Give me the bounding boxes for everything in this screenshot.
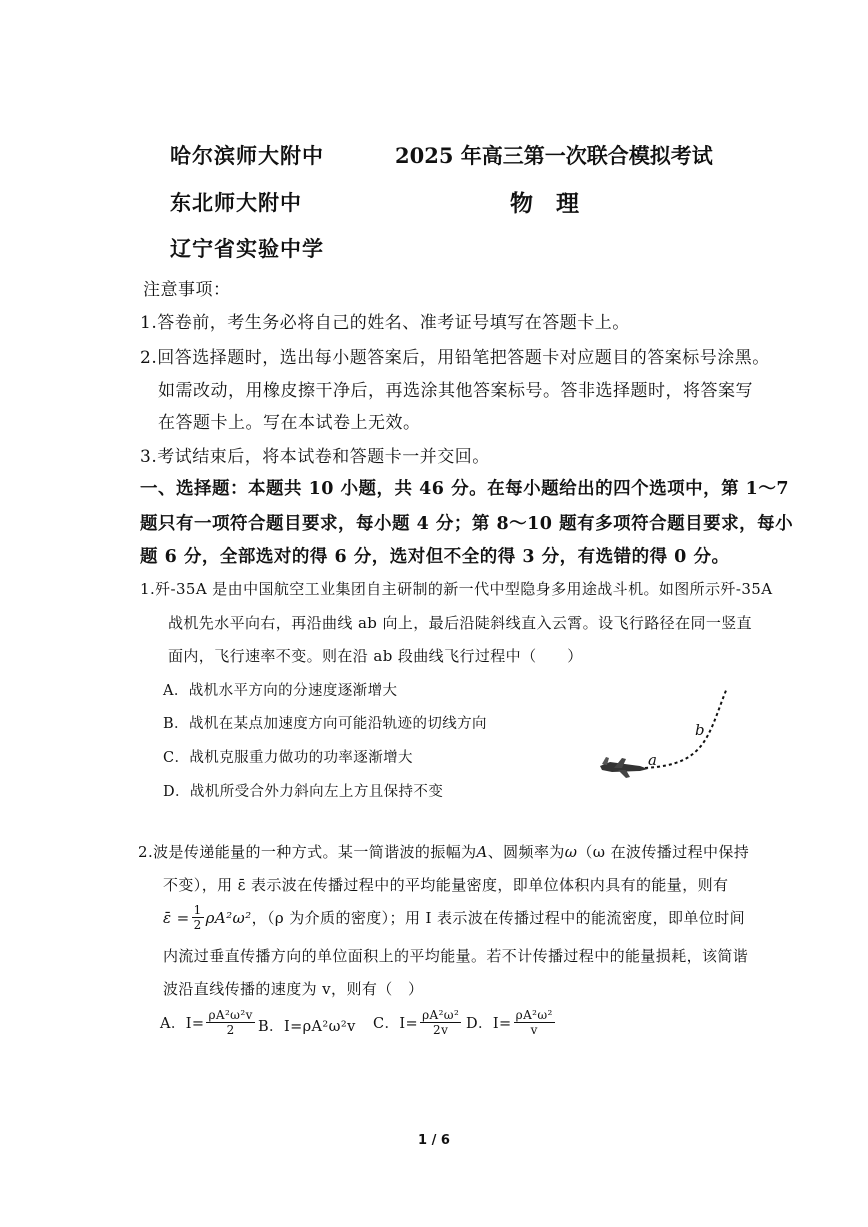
jet-icon xyxy=(600,757,648,778)
q2-option-d-label: D．I= xyxy=(466,1016,512,1033)
notice-item-2: 2.回答选择题时，选出每小题答案后，用铅笔把答题卡对应题目的答案标号涂黑。 xyxy=(140,348,770,368)
q2-line-1 xyxy=(138,841,749,862)
q2-option-c-fraction xyxy=(420,1008,461,1038)
q2-option-c-label: C．I= xyxy=(373,1016,419,1033)
page-number: 1 / 6 xyxy=(418,1133,450,1148)
omega-symbol: ω xyxy=(564,843,578,861)
half-numerator: 1 xyxy=(193,903,202,917)
q2-line-4: 内流过垂直传播方向的单位面积上的平均能量。若不计传播过程中的能量损耗，该简谐 xyxy=(163,947,749,965)
section-heading-line-3: 题 6 分，全部选对的得 6 分，选对但不全的得 3 分，有选错的得 0 分。 xyxy=(140,547,730,567)
school-name-1: 哈尔滨师大附中 xyxy=(170,143,324,168)
q1-option-c: C．战机克服重力做功的功率逐渐增大 xyxy=(163,750,413,766)
point-a-label: a xyxy=(648,751,657,769)
q2-line-1-text-2: 、圆频率为 xyxy=(487,843,565,861)
q2-option-a xyxy=(160,1008,257,1038)
q2-line-2: 不变），用 ε̄ 表示波在传播过程中的平均能量密度，即单位体积内具有的能量，则有 xyxy=(163,876,729,894)
q2-line-3-text: ，（ρ 为介质的密度）；用 I 表示波在传播过程中的能流密度，即单位时间 xyxy=(251,909,746,928)
q2-option-c-numerator: ρA²ω² xyxy=(422,1008,460,1022)
exam-title: 2025 年高三第一次联合模拟考试 xyxy=(395,143,713,168)
q1-option-a: A．战机水平方向的分速度逐渐增大 xyxy=(163,683,398,699)
q2-option-a-fraction xyxy=(206,1008,254,1038)
subject-title: 物 理 xyxy=(510,190,579,217)
q2-option-d-denominator: v xyxy=(530,1023,538,1038)
q2-line-5: 波沿直线传播的速度为 v，则有（ ） xyxy=(163,980,424,998)
q1-option-d: D．战机所受合外力斜向左上方且保持不变 xyxy=(163,784,444,800)
q2-option-d xyxy=(466,1008,557,1038)
q2-option-b: B．I=ρA²ω²v xyxy=(258,1019,356,1035)
q2-option-a-label: A．I= xyxy=(160,1016,205,1033)
section-heading-line-1: 一、选择题：本题共 10 小题，共 46 分。在每小题给出的四个选项中，第 1～7 xyxy=(140,479,790,499)
q2-line-3 xyxy=(163,903,745,933)
half-denominator: 2 xyxy=(193,918,202,933)
school-name-3: 辽宁省实验中学 xyxy=(170,236,324,261)
flight-path-curve xyxy=(645,688,727,768)
q1-line-3: 面内，飞行速率不变。则在沿 ab 段曲线飞行过程中（ ） xyxy=(168,647,583,665)
energy-density-expression: ρA²ω² xyxy=(205,908,252,927)
q2-option-a-numerator: ρA²ω²v xyxy=(208,1008,253,1022)
notice-item-2-cont-2: 在答题卡上。写在本试卷上无效。 xyxy=(158,413,421,433)
q2-line-1-text-3: （ω 在波传播过程中保持 xyxy=(577,843,750,861)
notice-item-2-cont-1: 如需改动，用橡皮擦干净后，再选涂其他答案标号。答非选择题时，将答案写 xyxy=(158,381,753,401)
q1-option-b: B．战机在某点加速度方向可能沿轨迹的切线方向 xyxy=(163,716,487,732)
q2-option-c xyxy=(373,1008,463,1038)
energy-density-symbol: ε̄ = xyxy=(163,908,190,927)
notice-item-3: 3.考试结束后，将本试卷和答题卡一并交回。 xyxy=(140,447,490,467)
notice-heading: 注意事项： xyxy=(143,280,231,300)
half-fraction xyxy=(192,903,204,933)
q1-line-2: 战机先水平向右，再沿曲线 ab 向上，最后沿陡斜线直入云霄。设飞行路径在同一竖直 xyxy=(168,614,753,632)
q2-option-a-denominator: 2 xyxy=(226,1023,235,1038)
point-b-label: b xyxy=(695,721,705,739)
q1-flight-figure xyxy=(590,680,750,790)
section-heading-line-2: 题只有一项符合题目要求，每小题 4 分；第 8～10 题有多项符合题目要求，每小 xyxy=(140,514,794,534)
q2-line-1-text-1: 2.波是传递能量的一种方式。某一简谐波的振幅为 xyxy=(138,843,477,861)
notice-item-1: 1.答卷前，考生务必将自己的姓名、准考证号填写在答题卡上。 xyxy=(140,313,630,333)
school-name-2: 东北师大附中 xyxy=(170,190,302,215)
q1-line-1: 1.歼-35A 是由中国航空工业集团自主研制的新一代中型隐身多用途战斗机。如图所示歼-35A xyxy=(140,580,773,598)
amplitude-symbol: A xyxy=(476,843,488,861)
q2-option-d-numerator: ρA²ω² xyxy=(515,1008,553,1022)
q2-option-d-fraction xyxy=(514,1008,555,1038)
q2-option-c-denominator: 2v xyxy=(433,1023,449,1038)
